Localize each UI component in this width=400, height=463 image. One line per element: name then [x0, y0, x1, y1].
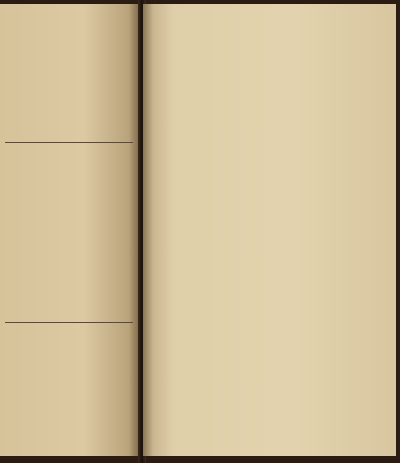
left-page	[0, 4, 140, 456]
left-divider-top	[5, 142, 133, 143]
authors-list	[157, 177, 393, 187]
right-page	[143, 4, 396, 456]
left-divider-bottom	[5, 322, 133, 323]
